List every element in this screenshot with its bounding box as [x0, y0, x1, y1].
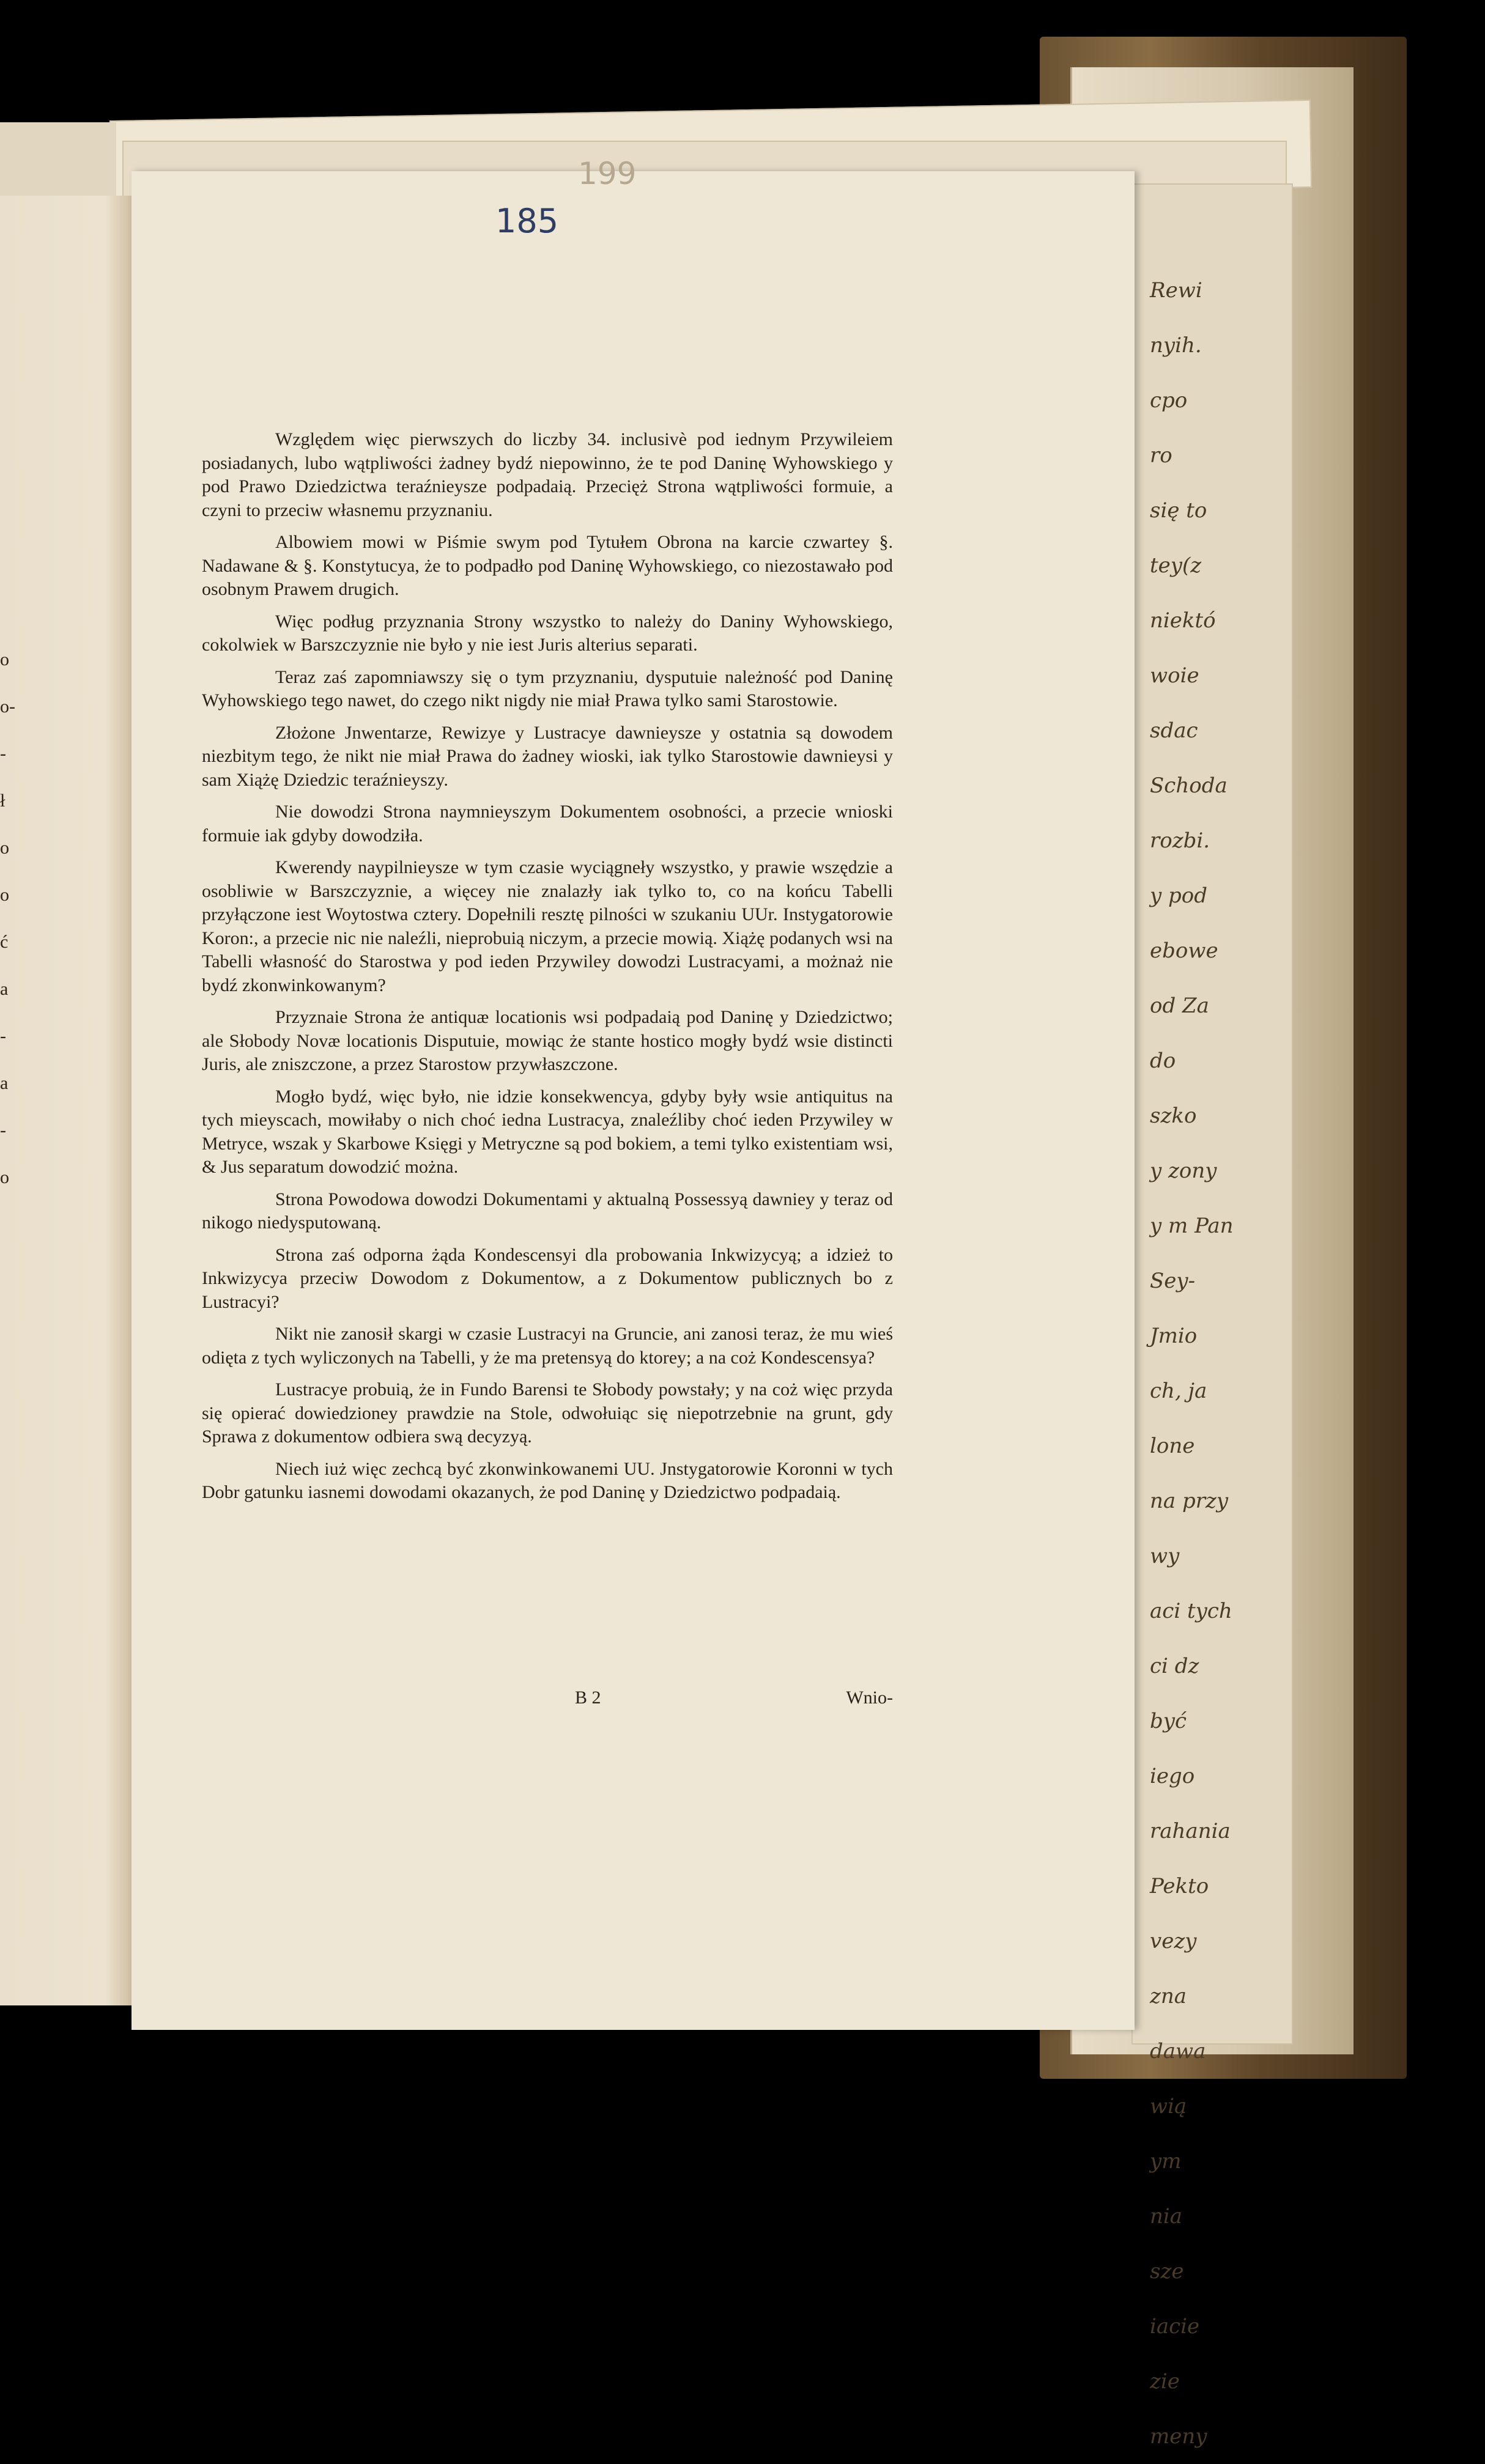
margin-note-line: wy	[1150, 1544, 1180, 1568]
margin-note-line: ch, ja	[1150, 1379, 1207, 1403]
signature-mark: B 2	[575, 1688, 601, 1708]
margin-note-line: wią	[1150, 2094, 1187, 2119]
paragraph: Strona Powodowa dowodzi Dokumentami y aktualną Possessyą dawniey y teraz od nikogo niedysputowaną.	[202, 1189, 893, 1233]
margin-note-line: nyih.	[1150, 333, 1202, 358]
paragraph: Przyznaie Strona że antiquæ locationis wsi podpadaią pod Daninę y Dziedzictwo; ale Słobody Novæ locationis Disputuie, mowiąc że stante hostico mogły bydź wsie distincti Juris, ale zniszczone, a przez Starostow przywłaszczone.	[202, 1007, 893, 1074]
margin-note-line: zie	[1150, 2369, 1180, 2394]
paragraph: Względem więc pierwszych do liczby 34. inclusivè pod iednym Przywileiem posiadanych, lubo wątpliwości żadney bydź niepowinno, że te pod Daninę Wyhowskiego y pod Prawo Dziedzictwa teraźnieysze podpadaią. Przecięż Strona wątpliwości formuie, a czyni to przeciw własnemu przyznaniu.	[202, 429, 893, 520]
margin-note-line: meny	[1150, 2424, 1207, 2449]
margin-note-line: Rewi	[1150, 278, 1202, 303]
margin-note-line: aci tych	[1150, 1599, 1232, 1623]
margin-note-line: Schoda	[1150, 773, 1228, 798]
catchword: Wnio-	[846, 1688, 893, 1708]
margin-note-line: sze	[1150, 2259, 1184, 2284]
margin-note-line: sdac	[1150, 718, 1198, 743]
left-fragment: -	[0, 1120, 6, 1140]
left-fragment: o-	[0, 696, 15, 717]
margin-note-line: Jmio	[1150, 1324, 1198, 1348]
margin-note-line: od Za	[1150, 994, 1209, 1018]
left-fragment: ć	[0, 932, 9, 952]
margin-note-line: zna	[1150, 1984, 1187, 2008]
margin-note-line: Sey-	[1150, 1269, 1196, 1293]
folio-number-old: 199	[578, 156, 637, 191]
margin-note-line: nia	[1150, 2204, 1183, 2229]
left-fragment: -	[0, 743, 6, 764]
margin-note-line: szko	[1150, 1104, 1197, 1128]
margin-note-line: iacie	[1150, 2314, 1200, 2339]
left-fragment: o	[0, 649, 9, 669]
paragraph: Kwerendy naypilnieysze w tym czasie wyciągneły wszystko, y prawie wszędzie a osobliwie w Barszczyznie, a więcey nie znalazły iak tylko to, co na końcu Tabelli przyłączone iest Woytostwa cztery. Dopełnili resztę pilności w szukaniu UUr. Instygatorowie Koron:, a przecie nic nie naleźli, nieprobuią niczym, a przecie mowią. Xiążę podanych wsi na Tabelli własność do Starostwa y pod ieden Przywiley dowodzi Lustracyami, a możnaż nie bydź zkonwinkowanym?	[202, 857, 893, 995]
paragraph: Nie dowodzi Strona naymnieyszym Dokumentem osobności, a przecie wnioski formuie iak gdyby dowodziła.	[202, 802, 893, 846]
paragraph: Nikt nie zanosił skargi w czasie Lustracyi na Gruncie, ani zanosi teraz, że mu wieś odięta z tych wyliczonych na Tabelli, y że ma pretensyą do ktorey; a na coż Kondescensya?	[202, 1324, 893, 1368]
margin-note-line: dawa	[1150, 2039, 1206, 2064]
paragraph: Więc podług przyznania Strony wszystko to należy do Daniny Wyhowskiego, cokolwiek w Barszczyznie nie było y nie iest Juris alterius separati.	[202, 611, 893, 655]
paragraph: Strona zaś odporna żąda Kondescensyi dla probowania Inkwizycyą; a idzież to Inkwizycya przeciw Dowodom z Dokumentow, a z Dokumentow publicznych bo z Lustracyi?	[202, 1244, 893, 1312]
margin-note-line: ci dz	[1150, 1654, 1199, 1678]
margin-note-line: ro	[1150, 443, 1172, 468]
paragraph: Lustracye probuią, że in Fundo Barensi te Słobody powstały; y na coż więc przyda się opierać dowiedzioney prawdzie na Stole, odwołuiąc się niepotrzebnie na grunt, gdy Sprawa z dokumentow odbiera swą decyzyą.	[202, 1379, 893, 1447]
left-fragment: a	[0, 979, 9, 999]
document-text	[202, 428, 893, 1513]
paragraph: Niech iuż więc zechcą być zkonwinkowanemi UU. Jnstygatorowie Koronni w tych Dobr gatunku iasnemi dowodami okazanych, że pod Daninę y Dziedzictwo podpadaią.	[202, 1458, 893, 1502]
page-footer	[202, 1688, 893, 1712]
margin-note-line: vezy	[1150, 1929, 1197, 1953]
margin-note-line: y m Pan	[1150, 1214, 1234, 1238]
left-page	[0, 196, 131, 2005]
margin-note-line: niektó	[1150, 608, 1216, 633]
left-fragment: o	[0, 1167, 9, 1187]
margin-note-line: y zony	[1150, 1159, 1217, 1183]
margin-note-line: y pod	[1150, 883, 1208, 908]
left-page-fragments	[0, 636, 24, 1201]
margin-note-line: Pekto	[1150, 1874, 1209, 1898]
left-fragment: ł	[0, 791, 6, 811]
paragraph: Albowiem mowi w Piśmie swym pod Tytułem Obrona na karcie czwartey §. Nadawane & §. Konstytucya, że to podpadło pod Daninę Wyhowskiego, co niezostawało pod osobnym Prawem drugich.	[202, 532, 893, 599]
margin-note-line: się to	[1150, 498, 1207, 523]
margin-note-line: być	[1150, 1709, 1187, 1733]
left-fragment: o	[0, 885, 9, 905]
handwritten-margin-notes	[1150, 263, 1284, 2464]
margin-note-line: ym	[1150, 2149, 1182, 2174]
margin-note-line: rozbi.	[1150, 828, 1210, 853]
margin-note-line: do	[1150, 1049, 1176, 1073]
left-fragment: -	[0, 1026, 6, 1046]
margin-note-line: woie	[1150, 663, 1199, 688]
paragraph: Mogło bydź, więc było, nie idzie konsekwencya, gdyby były wsie antiquitus na tych mieyscach, mowiłaby o nich choć iedna Lustracya, znaleźliby choć ieden Przywiley w Metryce, wszak y Skarbowe Księgi y Metryczne są pod bokiem, a temi tylko existentiam wsi, & Jus separatum dowodzić można.	[202, 1086, 893, 1177]
margin-note-line: ebowe	[1150, 939, 1218, 963]
margin-note-line: rahania	[1150, 1819, 1231, 1843]
left-fragment: o	[0, 838, 9, 858]
margin-note-line: cpo	[1150, 388, 1188, 413]
folio-number: 185	[495, 202, 559, 240]
paragraph: Teraz zaś zapomniawszy się o tym przyznaniu, dysputuie należność pod Daninę Wyhowskiego tego nawet, do czego nikt nigdy nie miał Prawa tylko sami Starostowie.	[202, 666, 893, 710]
margin-note-line: iego	[1150, 1764, 1195, 1788]
left-fragment: a	[0, 1073, 9, 1093]
paragraph: Złożone Jnwentarze, Rewizye y Lustracye dawnieysze y ostatnia są dowodem niezbitym tego, że nikt nie miał Prawa do żadney wioski, iak tylko Starostowie dawnieysi y sam Xiążę Dziedzic teraźnieyszy.	[202, 722, 893, 790]
margin-note-line: na przy	[1150, 1489, 1229, 1513]
margin-note-line: lone	[1150, 1434, 1195, 1458]
margin-note-line: tey(z	[1150, 553, 1202, 578]
